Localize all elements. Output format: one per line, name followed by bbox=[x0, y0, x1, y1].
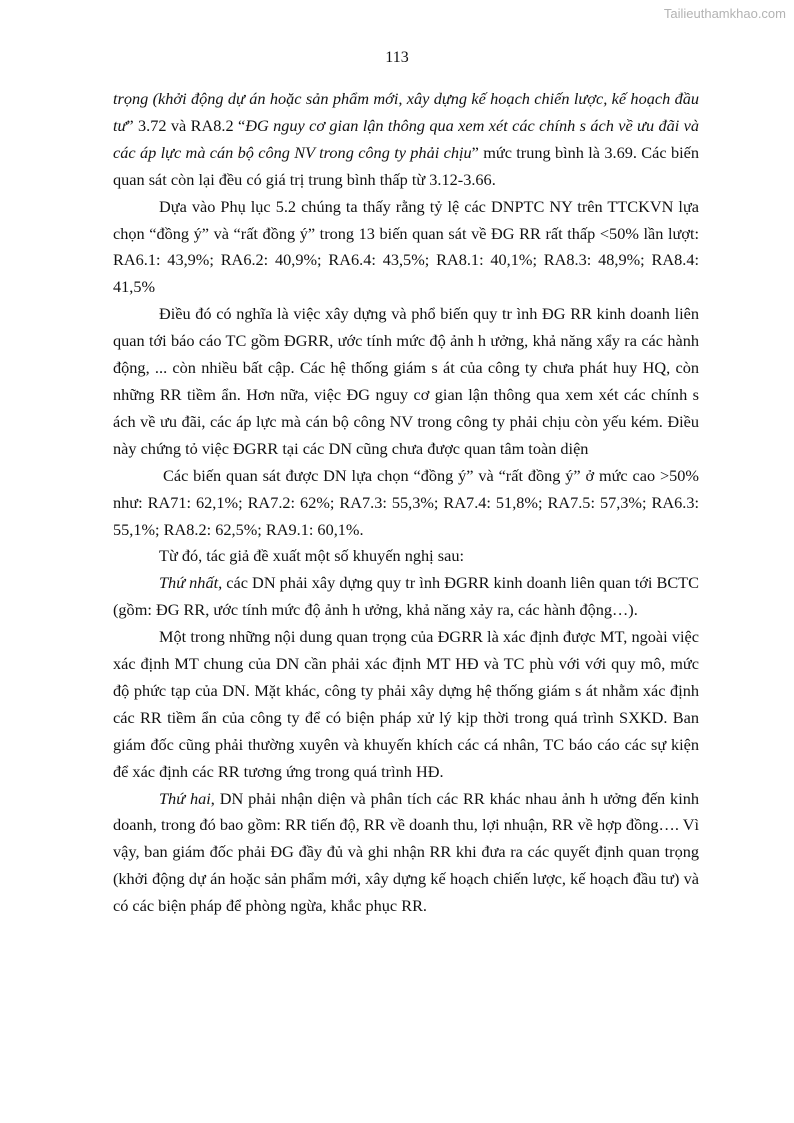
paragraph-6-text: các DN phải xây dựng quy tr ình ĐGRR kinh doanh liên quan tới BCTC (gồm: ĐG RR, ước tính mức độ ảnh h ưởng, khả năng xảy ra, các hành động…). bbox=[113, 573, 699, 620]
paragraph-1-text-a: ” 3.72 và RA8.2 “ bbox=[126, 115, 246, 135]
watermark: Tailieuthamkhao.com bbox=[663, 6, 786, 21]
paragraph-5: Từ đó, tác giả đề xuất một số khuyến nghị sau: bbox=[159, 546, 464, 566]
paragraph-7: Một trong những nội dung quan trọng của ĐGRR là xác định được MT, ngoài việc xác định MT chung của DN cần phải xác định MT HĐ và TC phù với với quy mô, mức độ phức tạp của DN. Mặt khác, công ty phải xây dựng hệ thống giám s át nhằm xác định các RR tiềm ẩn của công ty để có biện pháp xử lý kịp thời trong quá trình SXKD. Ban giám đốc cũng phải thường xuyên và khuyến khích các cá nhân, TC báo cáo các sự kiện để xác định các RR tương ứng trong quá trình HĐ. bbox=[113, 627, 699, 781]
paragraph-1-italic-a: trọng (khởi động dự án hoặc sản phẩm mới, xây dựng kế hoạch chiến lược, kế hoạch đầu tư bbox=[113, 89, 699, 135]
paragraph-6 bbox=[113, 570, 699, 624]
paragraph-3: Điều đó có nghĩa là việc xây dựng và phổ biến quy tr ình ĐG RR kinh doanh liên quan tới báo cáo TC gồm ĐGRR, ước tính mức độ ảnh h ưởng, khả năng xẩy ra các hành động, ... còn nhiều bất cập. Các hệ thống giám s át của công ty chưa phát huy HQ, còn những RR tiềm ẩn. Hơn nữa, việc ĐG nguy cơ gian lận thông qua xem xét các chính s ách về ưu đãi, các áp lực mà cán bộ công NV trong công ty phải chịu còn yếu kém. Điều này chứng tỏ việc ĐGRR tại các DN cũng chưa được quan tâm toàn diện bbox=[113, 304, 699, 458]
document-body bbox=[113, 86, 699, 920]
paragraph-2: Dựa vào Phụ lục 5.2 chúng ta thấy rằng tỷ lệ các DNPTC NY trên TTCKVN lựa chọn “đồng ý” và “rất đồng ý” trong 13 biến quan sát về ĐG RR rất thấp <50% lần lượt: RA6.1: 43,9%; RA6.2: 40,9%; RA6.4: 43,5%; RA8.1: 40,1%; RA8.3: 48,9%; RA8.4: 41,5% bbox=[113, 196, 699, 297]
paragraph-8-italic: Thứ hai bbox=[159, 788, 211, 808]
paragraph-1 bbox=[113, 86, 699, 194]
paragraph-6-italic: Thứ nhất, bbox=[159, 573, 223, 593]
page-number: 113 bbox=[385, 49, 409, 66]
paragraph-8-text: , DN phải nhận diện và phân tích các RR khác nhau ảnh h ưởng đến kinh doanh, trong đó bao gồm: RR tiến độ, RR về doanh thu, lợi nhuận, RR về hợp đồng…. Vì vậy, ban giám đốc phải ĐG đầy đủ và ghi nhận RR khi đưa ra các quyết định quan trọng (khởi động dự án hoặc sản phẩm mới, xây dựng kế hoạch chiến lược, kế hoạch đầu tư) và có các biện pháp để phòng ngừa, khắc phục RR. bbox=[113, 788, 700, 916]
paragraph-4: Các biến quan sát được DN lựa chọn “đồng ý” và “rất đồng ý” ở mức cao >50% như: RA71: 62,1%; RA7.2: 62%; RA7.3: 55,3%; RA7.4: 51,8%; RA7.5: 57,3%; RA6.3: 55,1%; RA8.2: 62,5%; RA9.1: 60,1%. bbox=[113, 465, 699, 539]
paragraph-1-text-b: ” mức trung bình là 3.69. Các biến quan sát còn lại đều có giá trị trung bình thấp từ 3.12-3.66. bbox=[113, 142, 699, 189]
paragraph-8 bbox=[113, 786, 699, 921]
paragraph-1-italic-b: ĐG nguy cơ gian lận thông qua xem xét các chính s ách về ưu đãi và các áp lực mà cán bộ công NV trong công ty phải chịu bbox=[113, 115, 700, 162]
